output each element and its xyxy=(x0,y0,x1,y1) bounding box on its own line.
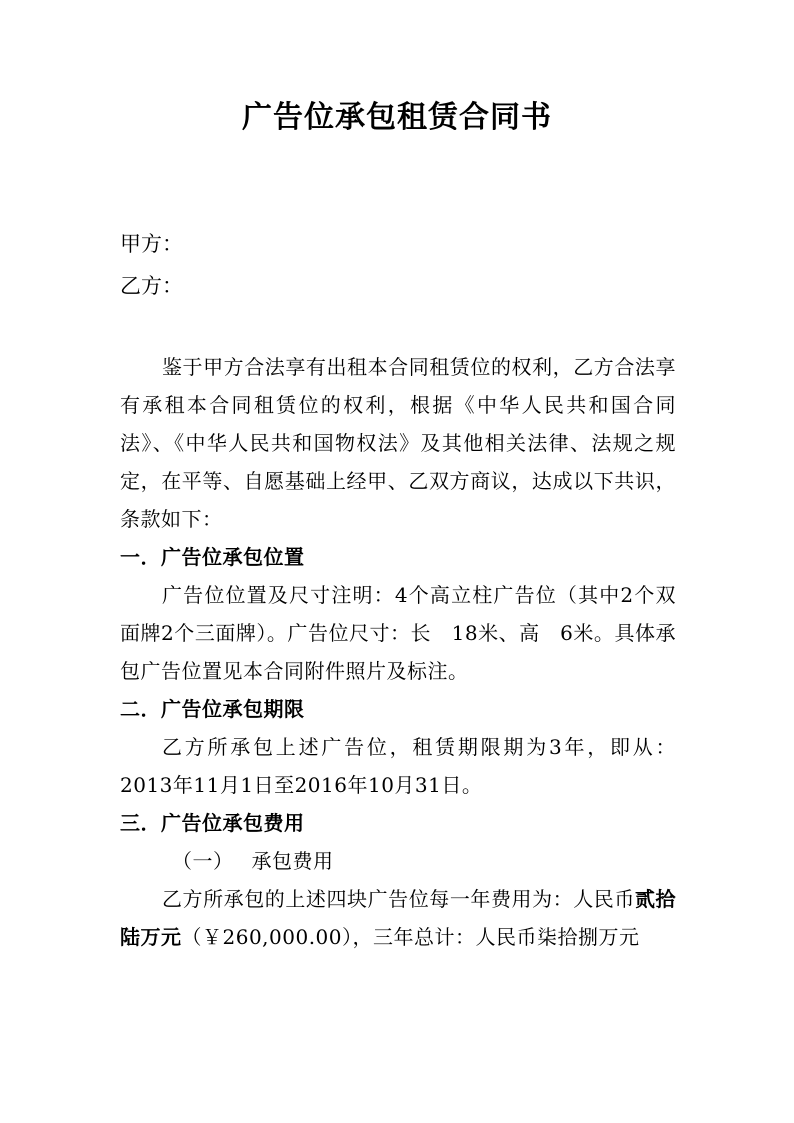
section-2-text: 乙方所承包上述广告位，租赁期限期为3年，即从：2013年11月1日至2016年10月31日。 xyxy=(120,735,676,797)
fee-paragraph xyxy=(120,880,676,956)
subsection-number: （一） xyxy=(172,849,234,873)
section-3-subheading xyxy=(120,842,676,880)
section-3-heading: 三．广告位承包费用 xyxy=(120,811,305,835)
section-1-heading: 一．广告位承包位置 xyxy=(120,545,305,569)
section-2-heading: 二．广告位承包期限 xyxy=(120,697,305,721)
party-b-label: 乙方： xyxy=(120,274,183,298)
subsection-label: 承包费用 xyxy=(251,849,334,873)
party-a-label: 甲方： xyxy=(120,232,183,256)
intro-paragraph: 鉴于甲方合法享有出租本合同租赁位的权利，乙方合法享有承租本合同租赁位的权利，根据《中华人民共和国合同法》、《中华人民共和国物权法》及其他相关法律、法规之规定，在平等、自愿基础上经甲、乙双方商议，达成以下共识，条款如下： xyxy=(120,355,676,531)
section-1-text: 广告位位置及尺寸注明：4个高立柱广告位（其中2个双面牌2个三面牌）。广告位尺寸：长 18米、高 6米。具体承包广告位置见本合同附件照片及标注。 xyxy=(120,583,676,683)
contract-body xyxy=(120,348,676,956)
document-title: 广告位承包租赁合同书 xyxy=(242,100,552,135)
fee-text-before: 乙方所承包的上述四块广告位每一年费用为：人民币 xyxy=(162,887,635,911)
fee-text-after: （￥260,000.00），三年总计：人民币柒拾捌万元 xyxy=(181,925,640,949)
fee-amount-words: 贰拾陆万元 xyxy=(120,887,676,949)
